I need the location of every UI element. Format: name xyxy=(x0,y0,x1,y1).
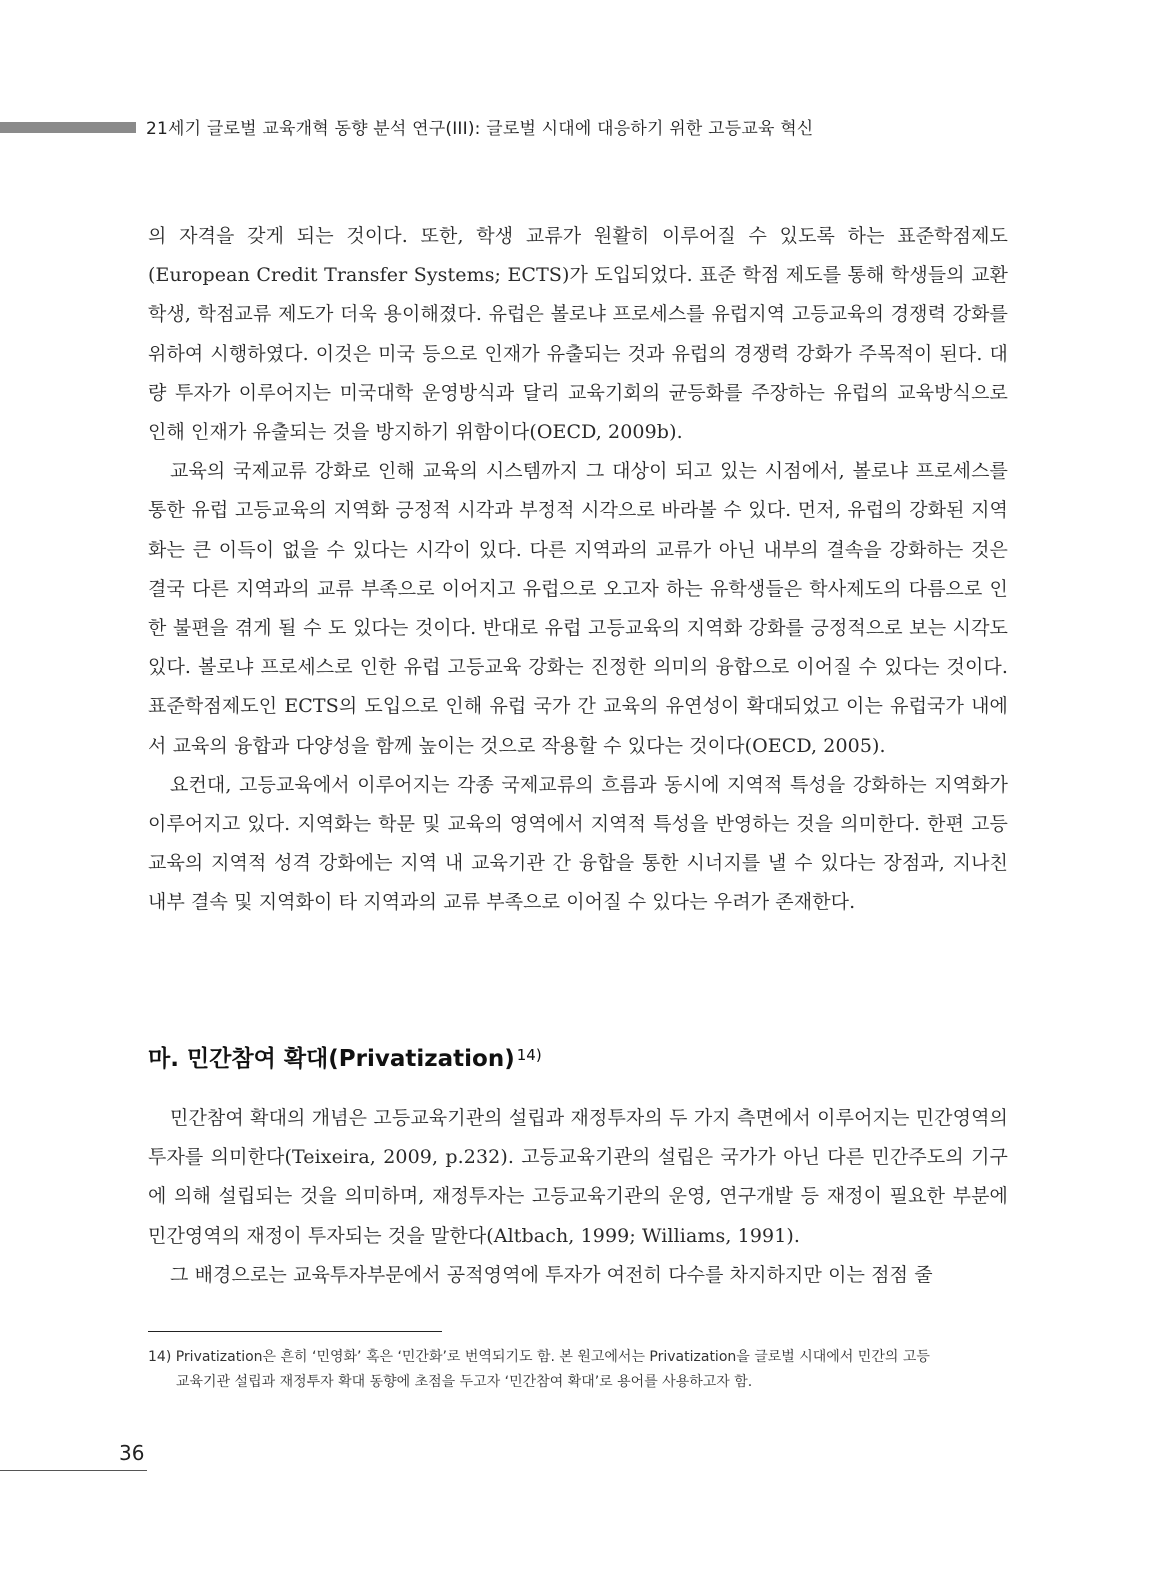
body-text-block xyxy=(148,217,1008,923)
footnote-line-2: 교육기관 설립과 재정투자 확대 동향에 초점을 두고자 ‘민간참여 확대’로 용어를 사용하고자 함. xyxy=(176,1374,753,1390)
section-paragraph-2: 그 배경으로는 교육투자부문에서 공적영역에 투자가 여전히 다수를 차지하지만 이는 점점 줄 xyxy=(170,1263,933,1286)
running-header-title: 21세기 글로벌 교육개혁 동향 분석 연구(III): 글로벌 시대에 대응하기 위한 고등교육 혁신 xyxy=(146,119,814,139)
section-paragraph-1: 민간참여 확대의 개념은 고등교육기관의 설립과 재정투자의 두 가지 측면에서 이루어지는 민간영역의 투자를 의미한다(Teixeira, 2009, p.232). 고등교육기관의 설립은 국가가 아닌 다른 민간주도의 기구에 의해 설립되는 것을 의미하며, 재정투자는 고등교육기관의 운영, 연구개발 등 재정이 필요한 부분에 민간영역의 재정이 투자되는 것을 말한다(Altbach, 1999; Williams, 1991). xyxy=(148,1107,1008,1247)
body-paragraph-2: 교육의 국제교류 강화로 인해 교육의 시스템까지 그 대상이 되고 있는 시점에서, 볼로냐 프로세스를 통한 유럽 고등교육의 지역화 긍정적 시각과 부정적 시각으로 바라볼 수 있다. 먼저, 유럽의 강화된 지역화는 큰 이득이 없을 수 있다는 시각이 있다. 다른 지역과의 교류가 아닌 내부의 결속을 강화하는 것은 결국 다른 지역과의 교류 부족으로 이어지고 유럽으로 오고자 하는 유학생들은 학사제도의 다름으로 인한 불편을 겪게 될 수 도 있다는 것이다. 반대로 유럽 고등교육의 지역화 강화를 긍정적으로 보는 시각도 있다. 볼로냐 프로세스로 인한 유럽 고등교육 강화는 진정한 의미의 융합으로 이어질 수 있다는 것이다. 표준학점제도인 ECTS의 도입으로 인해 유럽 국가 간 교육의 유연성이 확대되었고 이는 유럽국가 내에서 교육의 융합과 다양성을 함께 높이는 것으로 작용할 수 있다는 것이다(OECD, 2005). xyxy=(148,460,1008,757)
footnote xyxy=(148,1345,1008,1395)
footer-rule xyxy=(0,1470,147,1471)
page-number: 36 xyxy=(119,1441,145,1465)
body-paragraph-3: 요컨대, 고등교육에서 이루어지는 각종 국제교류의 흐름과 동시에 지역적 특성을 강화하는 지역화가 이루어지고 있다. 지역화는 학문 및 교육의 영역에서 지역적 특성을 반영하는 것을 의미한다. 한편 고등교육의 지역적 성격 강화에는 지역 내 교육기관 간 융합을 통한 시너지를 낼 수 있다는 장점과, 지나친 내부 결속 및 지역화이 타 지역과의 교류 부족으로 이어질 수 있다는 우려가 존재한다. xyxy=(148,773,1008,914)
footnote-line-1: 14) Privatization은 흔히 ‘민영화’ 혹은 ‘민간화’로 번역되기도 함. 본 원고에서는 Privatization을 글로벌 시대에서 민간의 고등 xyxy=(148,1349,930,1365)
footnote-divider xyxy=(148,1331,442,1332)
footnote-reference: 14) xyxy=(516,1046,542,1064)
section-heading xyxy=(148,1040,542,1073)
header-accent-bar xyxy=(0,122,136,133)
section-heading-text: 마. 민간참여 확대(Privatization) xyxy=(148,1046,515,1072)
section-text-block xyxy=(148,1099,1008,1295)
body-paragraph-1: 의 자격을 갖게 되는 것이다. 또한, 학생 교류가 원활히 이루어질 수 있도록 하는 표준학점제도(European Credit Transfer Systems; ECTS)가 도입되었다. 표준 학점 제도를 통해 학생들의 교환학생, 학점교류 제도가 더욱 용이해졌다. 유럽은 볼로냐 프로세스를 유럽지역 고등교육의 경쟁력 강화를 위하여 시행하였다. 이것은 미국 등으로 인재가 유출되는 것과 유럽의 경쟁력 강화가 주목적이 된다. 대량 투자가 이루어지는 미국대학 운영방식과 달리 교육기회의 균등화를 주장하는 유럽의 교육방식으로 인해 인재가 유출되는 것을 방지하기 위함이다(OECD, 2009b). xyxy=(148,225,1008,444)
